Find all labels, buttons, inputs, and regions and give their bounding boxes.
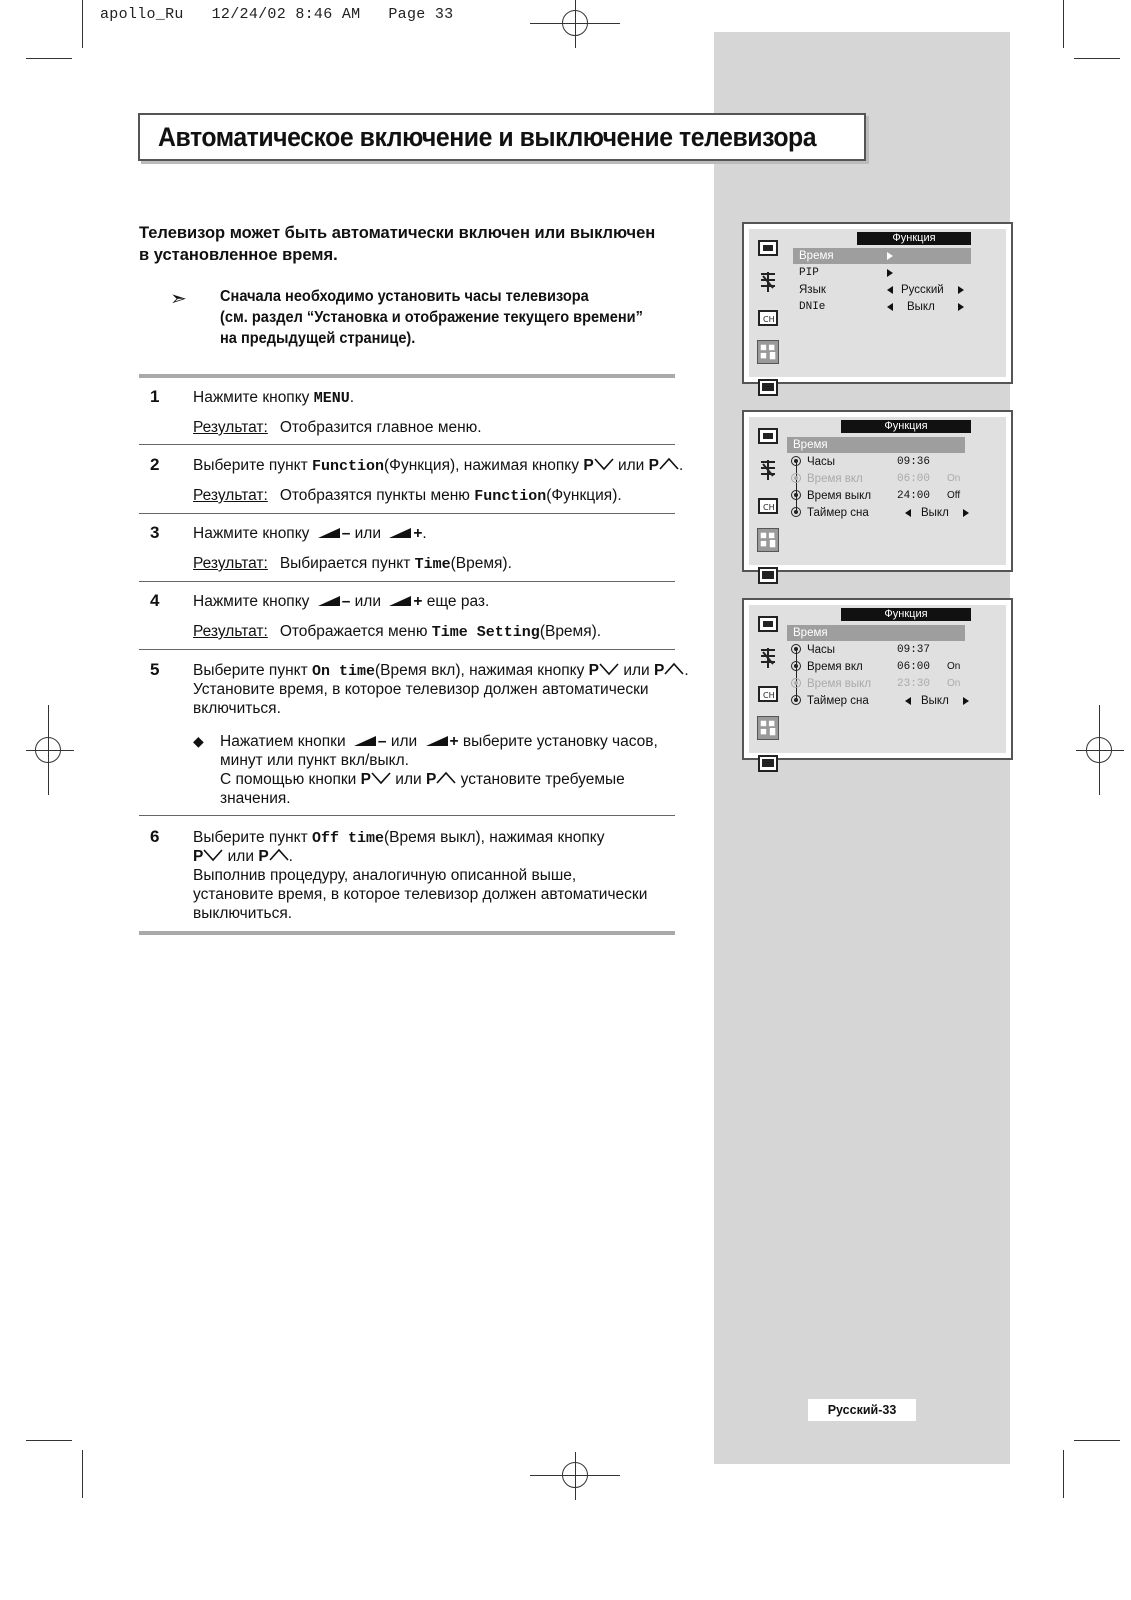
divider [139, 444, 675, 445]
menu-item-time[interactable]: Время [793, 248, 971, 264]
bullet-text: С помощью кнопки P или P установите требуемые [220, 771, 625, 788]
print-header: apollo_Ru 12/24/02 8:46 AM Page 33 [100, 6, 454, 23]
menu-header: Функция [841, 608, 971, 621]
menu-icon-column [757, 235, 781, 410]
crop-mark [1063, 1450, 1064, 1498]
crop-mark [1063, 0, 1064, 48]
chevron-down-icon [594, 457, 614, 471]
radio-icon [791, 695, 801, 705]
channel-menu-icon [757, 493, 779, 517]
picture-menu-icon [757, 423, 779, 447]
arrow-right-icon [887, 252, 893, 260]
arrow-right-icon [887, 269, 893, 277]
step-number: 6 [150, 827, 160, 846]
bullet-text: Нажатием кнопки – или + выберите установку часов, [220, 733, 658, 750]
crop-mark [1074, 1440, 1120, 1441]
arrow-right-icon [963, 697, 969, 705]
note-text [220, 286, 662, 349]
step-number: 5 [150, 660, 160, 679]
chevron-down-icon [203, 848, 223, 862]
step-instruction: Выберите пункт Function(Функция), нажимая кнопку P или P . [193, 457, 684, 475]
intro-line: в установленное время. [139, 246, 338, 264]
step-text: выключиться. [193, 905, 293, 922]
function-menu-icon [757, 716, 779, 740]
arrow-right-icon [958, 286, 964, 294]
bullet-text: минут или пункт вкл/выкл. [220, 752, 409, 769]
volume-icon [389, 596, 411, 606]
menu-item-clock[interactable]: Часы 09:37 [791, 642, 971, 658]
note-line: Сначала необходимо установить часы телевизора [220, 288, 589, 305]
svg-text:CH: CH [763, 315, 775, 324]
page-title: Автоматическое включение и выключение телевизора [158, 122, 817, 152]
arrow-left-icon [905, 509, 911, 517]
menu-item-pip[interactable]: PIP [793, 265, 971, 281]
volume-icon [354, 736, 376, 746]
menu-icon-column [757, 611, 781, 786]
divider [139, 513, 675, 514]
menu-item-sleep-timer[interactable]: Таймер сна Выкл [791, 693, 971, 709]
step-text: P или P . [193, 848, 293, 865]
menu-item-off-time[interactable]: Время выкл 24:00 Off [791, 488, 971, 504]
page-title-box [138, 113, 866, 161]
picture-menu-icon [757, 235, 779, 259]
menu-item-on-time[interactable]: Время вкл 06:00 On [791, 471, 971, 487]
arrow-left-icon [887, 286, 893, 294]
crop-mark [82, 1450, 83, 1498]
chevron-up-icon [664, 662, 684, 676]
step-number: 4 [150, 591, 160, 610]
crop-mark [1074, 58, 1120, 59]
registration-mark [562, 1462, 588, 1488]
crop-mark [82, 0, 83, 48]
crop-mark [26, 58, 72, 59]
chevron-up-icon [269, 848, 289, 862]
volume-icon [389, 528, 411, 538]
registration-mark [1086, 737, 1112, 763]
radio-icon [791, 507, 801, 517]
setup-menu-icon [757, 375, 779, 399]
intro-text [139, 222, 699, 266]
arrow-left-icon [905, 697, 911, 705]
chevron-up-icon [436, 771, 456, 785]
chevron-down-icon [599, 662, 619, 676]
tv-menu-screen [742, 598, 1013, 760]
radio-icon [791, 678, 801, 688]
note-line: (см. раздел “Установка и отображение текущего времени” [220, 309, 643, 326]
volume-icon [426, 736, 448, 746]
chevron-up-icon [659, 457, 679, 471]
step-number: 1 [150, 387, 160, 406]
step-result: Результат: Отобразятся пункты меню Function(Функция). [193, 487, 622, 505]
menu-panel [749, 417, 1006, 565]
bullet-text: значения. [220, 790, 291, 807]
step-instruction: Выберите пункт Off time(Время выкл), нажимая кнопку [193, 829, 605, 847]
menu-item-language[interactable]: Язык Русский [793, 282, 971, 298]
menu-item-off-time[interactable]: Время выкл 23:30 On [791, 676, 971, 692]
menu-item-on-time[interactable]: Время вкл 06:00 On [791, 659, 971, 675]
volume-icon [318, 596, 340, 606]
menu-item-clock[interactable]: Часы 09:36 [791, 454, 971, 470]
step-result: Результат: Отображается меню Time Setting(Время). [193, 623, 602, 641]
arrow-left-icon [887, 303, 893, 311]
submenu-title: Время [787, 437, 965, 453]
sound-menu-icon [757, 270, 779, 294]
step-text: Установите время, в которое телевизор должен автоматически [193, 681, 649, 698]
registration-mark [562, 10, 588, 36]
step-text: включиться. [193, 700, 281, 717]
divider [139, 815, 675, 816]
function-menu-icon [757, 528, 779, 552]
step-number: 3 [150, 523, 160, 542]
step-result: Результат: Выбирается пункт Time(Время). [193, 555, 512, 573]
divider [139, 374, 675, 378]
menu-header: Функция [841, 420, 971, 433]
radio-icon [791, 473, 801, 483]
divider [139, 649, 675, 650]
menu-item-dnie[interactable]: DNIe Выкл [793, 299, 971, 315]
step-text: Выполнив процедуру, аналогичную описанной выше, [193, 867, 577, 884]
function-menu-icon [757, 340, 779, 364]
sound-menu-icon [757, 646, 779, 670]
step-result: Результат: Отобразится главное меню. [193, 419, 482, 436]
step-instruction: Нажмите кнопку – или + еще раз. [193, 593, 490, 610]
menu-icon-column [757, 423, 781, 598]
radio-icon [791, 644, 801, 654]
setup-menu-icon [757, 751, 779, 775]
menu-header: Функция [857, 232, 971, 245]
step-instruction: Нажмите кнопку – или +. [193, 525, 427, 542]
sound-menu-icon [757, 458, 779, 482]
arrow-right-icon [963, 509, 969, 517]
registration-mark [35, 737, 61, 763]
channel-menu-icon [757, 305, 779, 329]
diamond-bullet-icon: ◆ [193, 733, 204, 749]
crop-mark [26, 1440, 72, 1441]
note-line: на предыдущей странице). [220, 330, 416, 347]
radio-icon [791, 661, 801, 671]
divider [139, 581, 675, 582]
radio-icon [791, 490, 801, 500]
menu-panel [749, 605, 1006, 753]
page-number: Русский-33 [808, 1399, 916, 1421]
step-number: 2 [150, 455, 160, 474]
submenu-title: Время [787, 625, 965, 641]
setup-menu-icon [757, 563, 779, 587]
svg-text:CH: CH [763, 503, 775, 512]
step-instruction: Выберите пункт On time(Время вкл), нажимая кнопку P или P . [193, 662, 689, 680]
arrow-icon: ➣ [170, 288, 187, 310]
step-text: установите время, в которое телевизор должен автоматически [193, 886, 648, 903]
radio-icon [791, 456, 801, 466]
svg-text:CH: CH [763, 691, 775, 700]
step-instruction: Нажмите кнопку MENU. [193, 389, 355, 407]
menu-item-sleep-timer[interactable]: Таймер сна Выкл [791, 505, 971, 521]
volume-icon [318, 528, 340, 538]
channel-menu-icon [757, 681, 779, 705]
divider [139, 931, 675, 935]
intro-line: Телевизор может быть автоматически включен или выключен [139, 224, 656, 242]
menu-panel [749, 229, 1006, 377]
arrow-right-icon [958, 303, 964, 311]
picture-menu-icon [757, 611, 779, 635]
chevron-down-icon [371, 771, 391, 785]
tv-menu-screen [742, 410, 1013, 572]
tv-menu-screen [742, 222, 1013, 384]
